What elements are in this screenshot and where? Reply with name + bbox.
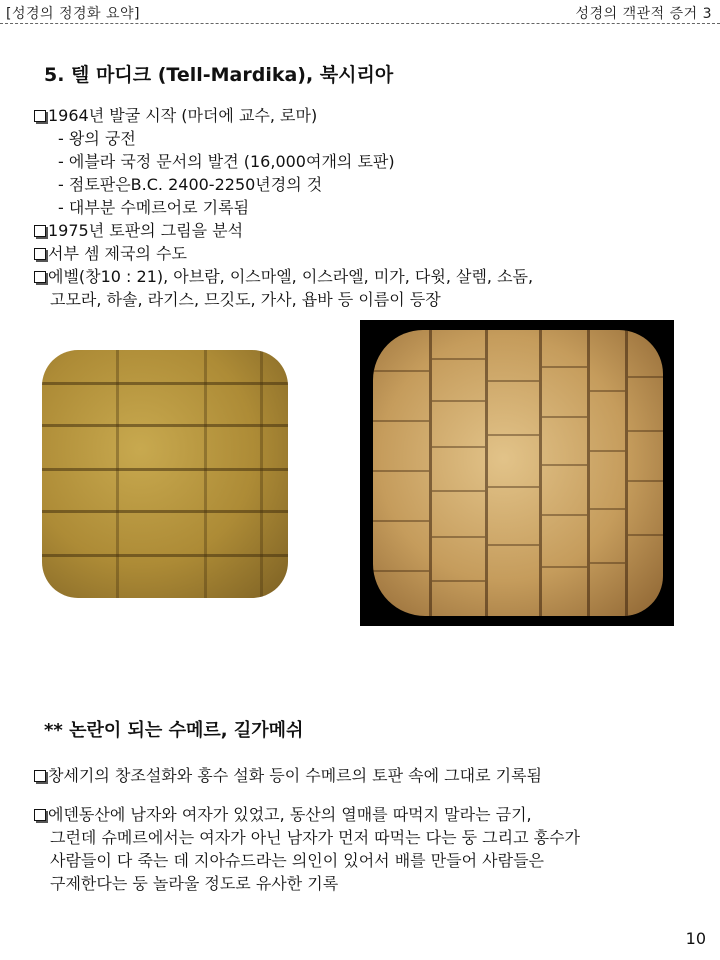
list-subitem [34, 173, 533, 196]
checkbox-bullet-icon [34, 770, 46, 782]
eden-list [34, 803, 580, 895]
header-divider [0, 23, 720, 24]
page-number: 10 [685, 929, 706, 948]
facts-list [34, 104, 533, 311]
list-item-continuation [34, 849, 580, 872]
list-item [34, 104, 533, 127]
list-item-text: 에벨(창10 : 21), 아브람, 이스마엘, 이스라엘, 미가, 다윗, 살렘, 소돔, [48, 267, 534, 286]
checkbox-bullet-icon [34, 225, 46, 237]
checkbox-bullet-icon [34, 271, 46, 283]
page-header-left: [성경의 정경화 요약] [6, 6, 141, 22]
list-item-text: 에덴동산에 남자와 여자가 있었고, 동산의 열매를 따먹지 말라는 금기, [48, 805, 532, 824]
list-item-continuation [34, 872, 580, 895]
list-item [34, 242, 533, 265]
list-item-text: 서부 셈 제국의 수도 [48, 244, 187, 263]
list-item [34, 219, 533, 242]
list-item-continuation [34, 826, 580, 849]
checkbox-bullet-icon [34, 110, 46, 122]
list-subitem-text: - 에블라 국정 문서의 발견 (16,000여개의 토판) [58, 152, 395, 171]
list-item-text: 구제한다는 둥 놀라울 정도로 유사한 기록 [50, 874, 339, 893]
checkbox-bullet-icon [34, 248, 46, 260]
checkbox-bullet-icon [34, 809, 46, 821]
list-item-text: 그런데 슈메르에서는 여자가 아닌 남자가 먼저 따먹는 다는 둥 그리고 홍수가 [50, 828, 580, 847]
list-subitem [34, 150, 533, 173]
list-item-text: 창세기의 창조설화와 홍수 설화 등이 수메르의 토판 속에 그대로 기록됨 [48, 766, 542, 785]
list-item [34, 265, 533, 288]
section-subtitle: ** 논란이 되는 수메르, 길가메쉬 [44, 720, 304, 741]
list-subitem-text: - 대부분 수메르어로 기록됨 [58, 198, 250, 217]
list-item-text: 1975년 토판의 그림을 분석 [48, 221, 244, 240]
list-subitem [34, 127, 533, 150]
sumer-list [34, 764, 542, 787]
list-item [34, 764, 542, 787]
list-subitem-text: - 점토판은B.C. 2400-2250년경의 것 [58, 175, 323, 194]
list-item-continuation [34, 288, 533, 311]
section-title: 5. 텔 마디크 (Tell-Mardika), 북시리아 [44, 64, 394, 86]
list-subitem [34, 196, 533, 219]
list-subitem-text: - 왕의 궁전 [58, 129, 136, 148]
list-item-text: 사람들이 다 죽는 데 지아슈드라는 의인이 있어서 배를 만들어 사람들은 [50, 851, 544, 870]
cuneiform-tablet-image-right [373, 330, 663, 616]
list-item-text: 1964년 발굴 시작 (마더에 교수, 로마) [48, 106, 318, 125]
cuneiform-tablet-image-left [42, 350, 288, 598]
list-item [34, 803, 580, 826]
list-item-text: 고모라, 하솔, 라기스, 므깃도, 가사, 욥바 등 이름이 등장 [50, 290, 441, 309]
page-header-right: 성경의 객관적 증거 3 [575, 6, 712, 22]
